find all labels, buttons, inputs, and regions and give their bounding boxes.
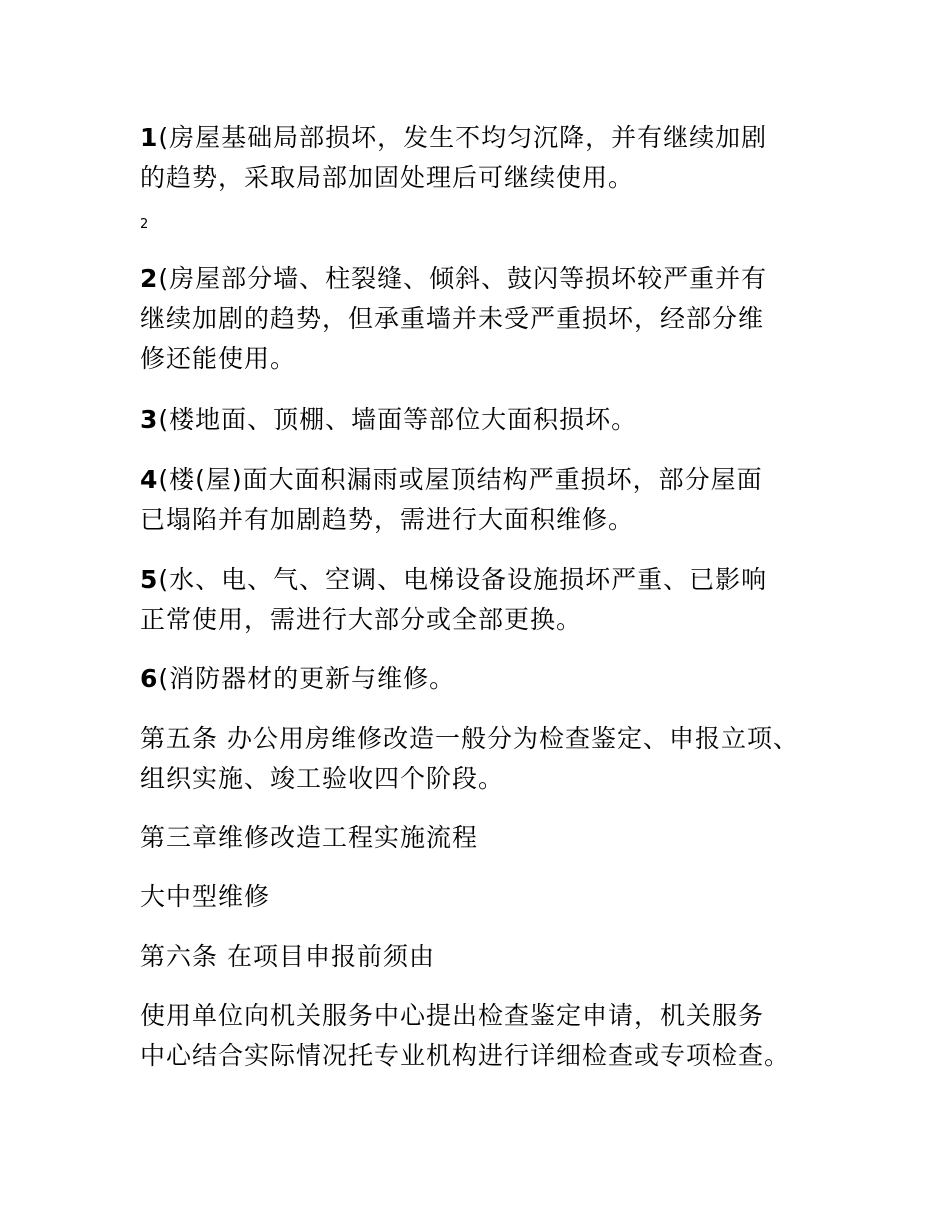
item-2-line-2: 继续加剧的趋势，但承重墙并未受严重损坏，经部分维 xyxy=(140,304,765,333)
item-2 xyxy=(140,259,840,379)
chapter-3-title: 第三章维修改造工程实施流程 xyxy=(140,823,479,852)
item-5-number: 5 xyxy=(140,565,159,594)
item-1-line-1: 1(房屋基础局部损坏，发生不均匀沉降，并有继续加剧 xyxy=(140,123,768,152)
item-6-line-1: 6(消防器材的更新与维修。 xyxy=(140,664,456,693)
article-6 xyxy=(140,937,840,977)
article-5-line-1: 第五条 办公用房维修改造一般分为检查鉴定、申报立项、 xyxy=(140,724,799,753)
item-6-number: 6 xyxy=(140,664,159,693)
item-1-number: 1 xyxy=(140,123,159,152)
article-6-body-line-2: 中心结合实际情况托专业机构进行详细检查或专项检查。 xyxy=(140,1041,791,1070)
item-5-line-1: 5(水、电、气、空调、电梯设备设施损坏严重、已影响 xyxy=(140,565,768,594)
item-1 xyxy=(140,118,840,198)
article-6-body-line-1: 使用单位向机关服务中心提出检查鉴定申请，机关服务 xyxy=(140,1001,765,1030)
item-5 xyxy=(140,560,840,640)
section-heading xyxy=(140,877,840,917)
item-2-line-3: 修还能使用。 xyxy=(140,344,297,373)
chapter-3-heading xyxy=(140,818,840,858)
item-2-line-1: 2(房屋部分墙、柱裂缝、倾斜、鼓闪等损坏较严重并有 xyxy=(140,264,768,293)
item-3-line-1: 3(楼地面、顶棚、墙面等部位大面积损坏。 xyxy=(140,405,638,434)
item-4-line-1: 4(楼(屋)面大面积漏雨或屋顶结构严重损坏，部分屋面 xyxy=(140,465,763,494)
item-1-line-2: 的趋势，采取局部加固处理后可继续使用。 xyxy=(140,163,635,192)
article-6-body xyxy=(140,996,840,1076)
item-6 xyxy=(140,659,840,699)
item-4 xyxy=(140,460,840,540)
page-number: 2 xyxy=(140,217,149,232)
item-3 xyxy=(140,400,840,440)
article-6-line-1: 第六条 在项目申报前须由 xyxy=(140,942,435,971)
item-2-number: 2 xyxy=(140,264,159,293)
article-5 xyxy=(140,719,840,799)
item-4-line-2: 已塌陷并有加剧趋势，需进行大面积维修。 xyxy=(140,505,635,534)
item-5-line-2: 正常使用，需进行大部分或全部更换。 xyxy=(140,605,583,634)
item-4-number: 4 xyxy=(140,465,159,494)
article-5-line-2: 组织实施、竣工验收四个阶段。 xyxy=(140,764,505,793)
section-title: 大中型维修 xyxy=(140,882,271,911)
item-3-number: 3 xyxy=(140,405,159,434)
